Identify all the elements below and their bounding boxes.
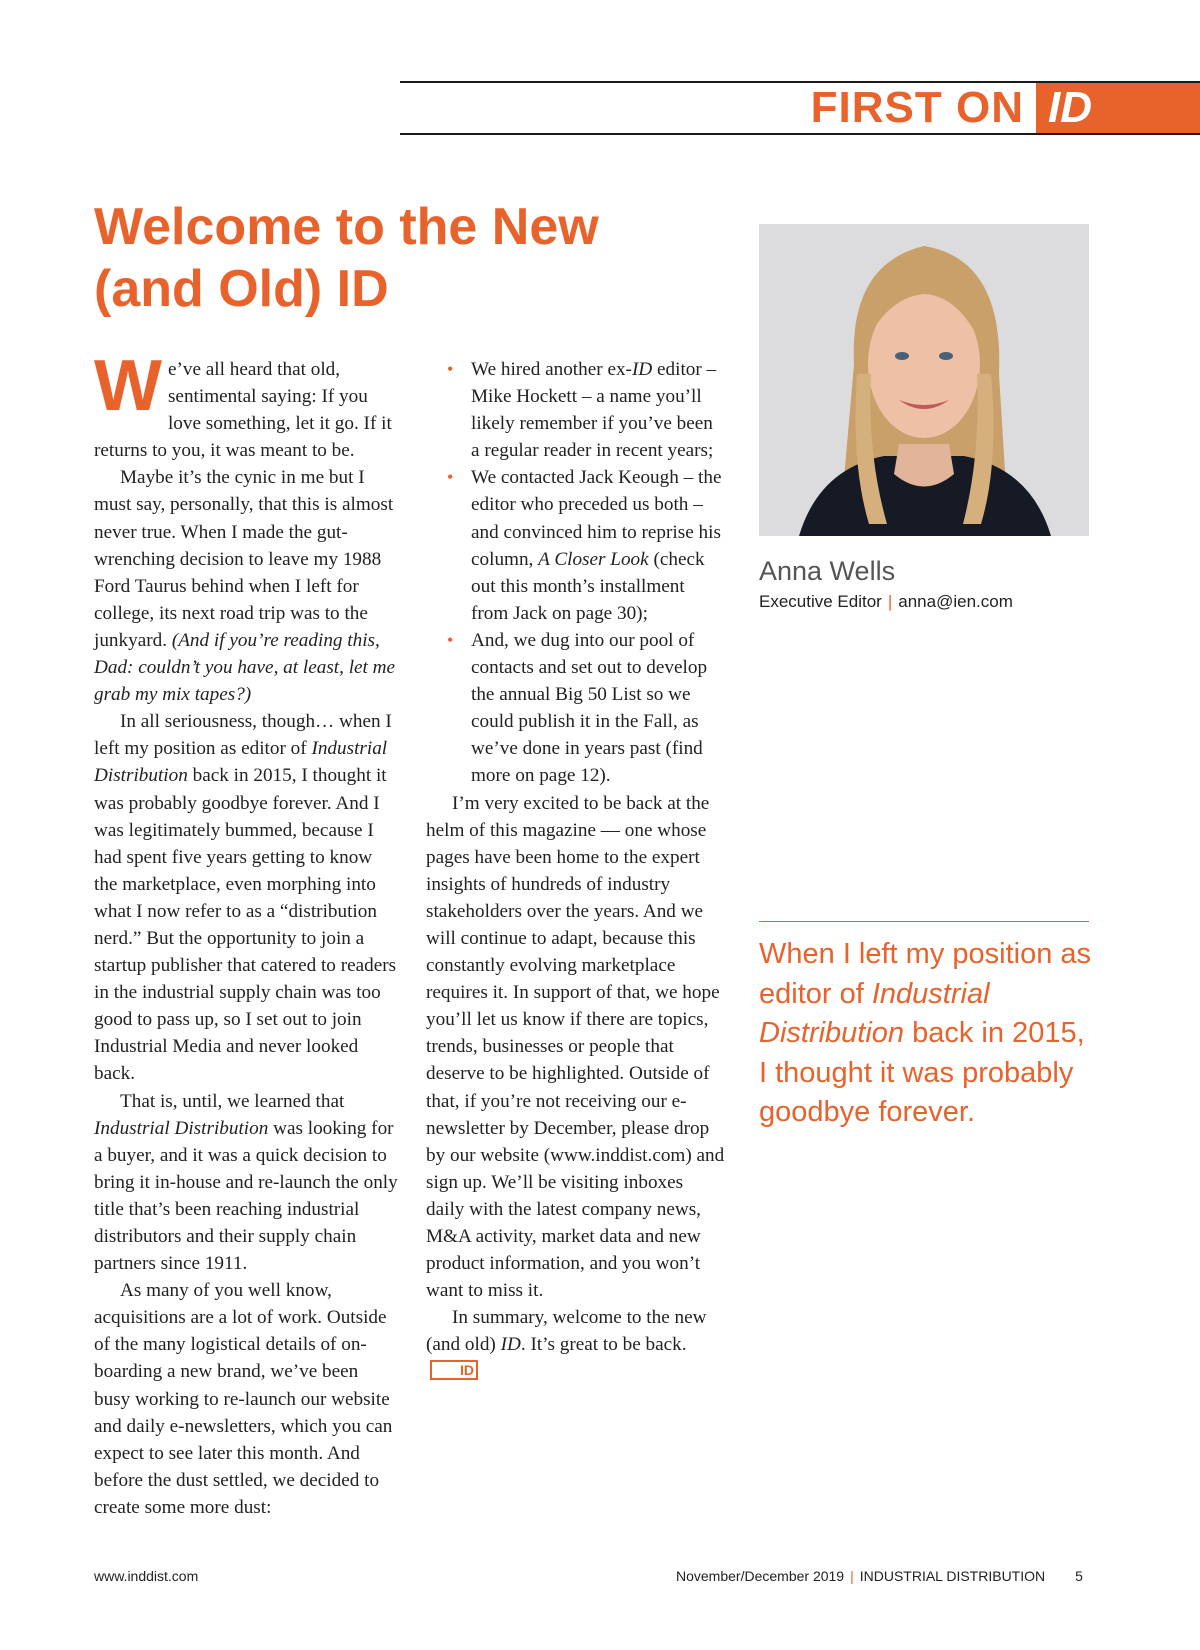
author-title: Executive Editor <box>759 592 882 611</box>
headline-line-1: Welcome to the New <box>94 198 599 256</box>
bullet-1-text-b: editor – Mike Hockett – a name you’ll likely remember if you’ve been a regular reader in recent years; <box>471 359 717 462</box>
list-item <box>426 464 726 627</box>
section-header-text: FIRST ON <box>810 83 1024 132</box>
paragraph-5: As many of you well know, acquisitions are a lot of work. Outside of the many logistical details of on-boarding a new brand, we’ve been busy working to re-launch our website and daily e-newsletters, which you can expect to see later this month. And before the dust settled, we decided to create some more dust: <box>94 1280 393 1518</box>
paragraph-4-text-b: was looking for a buyer, and it was a quick decision to bring it in-house and re-launch the only title that’s been reaching industrial distributors and their supply chain partners since 1911. <box>94 1117 398 1275</box>
paragraph-2 <box>94 464 399 708</box>
footer-publication: INDUSTRIAL DISTRIBUTION <box>859 1568 1046 1584</box>
section-id-text: ID <box>1048 83 1092 132</box>
paragraph-3 <box>94 708 399 1087</box>
bullet-3-text: And, we dug into our pool of contacts and set out to develop the annual Big 50 List so we could publish it in the Fall, as we’ve done in years past (find more on page 12). <box>471 629 708 787</box>
pull-quote-text-b: back in 2015, I thought it was probably goodbye forever. <box>759 1017 1085 1128</box>
paragraph-2-text: Maybe it’s the cynic in me but I must say, personally, that this is almost never true. When I made the gut-wrenching decision to leave my 1988 Ford Taurus behind when I left for college, its next road trip was to the junkyard. <box>94 467 394 651</box>
list-item <box>426 627 726 790</box>
paragraph-6: I’m very excited to be back at the helm of this magazine — one whose pages have been home to the expert insights of hundreds of industry stakeholders over the years. And we will continue to adapt, because this constantly evolving marketplace requires it. In support of that, we hope you’ll let us know if there are topics, trends, businesses or people that deserve to be highlighted. Outside of that, if you’re not receiving our e-newsletter by December, please drop by our website (www.inddist.com) and sign up. We’ll be visiting inboxes daily with the latest company news, M&A activity, market data and new product information, and you won’t want to miss it. <box>426 792 725 1302</box>
bullet-icon: • <box>447 359 454 379</box>
paragraph-4-text-a: That is, until, we learned that <box>120 1090 345 1112</box>
paragraph-1 <box>94 346 399 464</box>
pull-quote <box>759 935 1099 1133</box>
publication-name: Industrial Distribution <box>94 1117 269 1139</box>
paragraph-1-text: e’ve all heard that old, sentimental saying: If you love something, let it go. If it returns to you, it was meant to be. <box>94 359 392 462</box>
paragraph-3-text-a: In all seriousness, though… when I left my position as editor of <box>94 711 392 760</box>
footer-issue: November/December 2019 <box>676 1568 845 1584</box>
paragraph-7-text-b: . It’s great to be back. <box>520 1334 687 1356</box>
section-id-badge <box>1036 83 1200 133</box>
bullet-1-text-a: We hired another ex- <box>471 359 632 380</box>
paragraph-4 <box>94 1088 399 1278</box>
section-header <box>0 83 1200 133</box>
bullet-icon: • <box>447 467 454 488</box>
paragraph-3-text-b: back in 2015, I thought it was probably goodbye forever. And I was legitimately bummed, because I had spent five years getting to know the marketplace, even morphing into what I now refer to as a “distribution nerd.” But the opportunity to join a startup publisher that catered to readers in the industrial supply chain was too good to pass up, so I set out to join Industrial Media and never looked back. <box>94 765 397 1085</box>
article-column-1 <box>94 346 399 1521</box>
footer-separator: | <box>850 1568 854 1584</box>
list-item <box>426 356 726 464</box>
paragraph-7 <box>426 1304 726 1385</box>
portrait-illustration <box>759 224 1089 536</box>
author-email-link[interactable]: anna@ien.com <box>898 592 1013 611</box>
bullet-list <box>426 356 726 790</box>
bullet-2-text-b: (check out this month’s installment from Jack on page 30); <box>471 548 705 624</box>
headline-line-2: (and Old) ID <box>94 260 389 318</box>
bullet-icon: • <box>447 629 454 650</box>
publication-name: Industrial Distribution <box>94 738 388 787</box>
bullet-2-text-a: We contacted Jack Keough – the editor who preceded us both – and convinced him to reprise his column, <box>471 467 722 570</box>
author-separator: | <box>887 592 893 611</box>
pull-quote-italic: Industrial Distribution <box>759 977 990 1049</box>
author-photo <box>759 224 1089 536</box>
author-name: Anna Wells <box>759 556 896 586</box>
author-role <box>759 592 1013 612</box>
article-column-2 <box>426 356 726 1386</box>
pull-quote-text-a: When I left my position as editor of <box>759 938 1092 1010</box>
paragraph-2-aside: (And if you’re reading this, Dad: couldn’t you have, at least, let me grab my mix tapes?) <box>94 629 396 706</box>
pull-quote-rule <box>759 921 1089 922</box>
drop-cap: W <box>94 346 162 426</box>
column-name: A Closer Look <box>538 548 649 570</box>
paragraph-7-text-a: In summary, welcome to the new (and old) <box>426 1307 707 1356</box>
page-number: 5 <box>1075 1568 1083 1584</box>
header-rule-bottom <box>400 133 1200 135</box>
paragraph-7-italic: ID <box>500 1334 521 1356</box>
end-mark-icon: ID <box>430 1360 478 1380</box>
article-headline <box>94 196 694 320</box>
footer-website: www.inddist.com <box>94 1568 199 1584</box>
footer-issue-info <box>676 1568 1083 1584</box>
bullet-1-italic: ID <box>631 359 653 380</box>
